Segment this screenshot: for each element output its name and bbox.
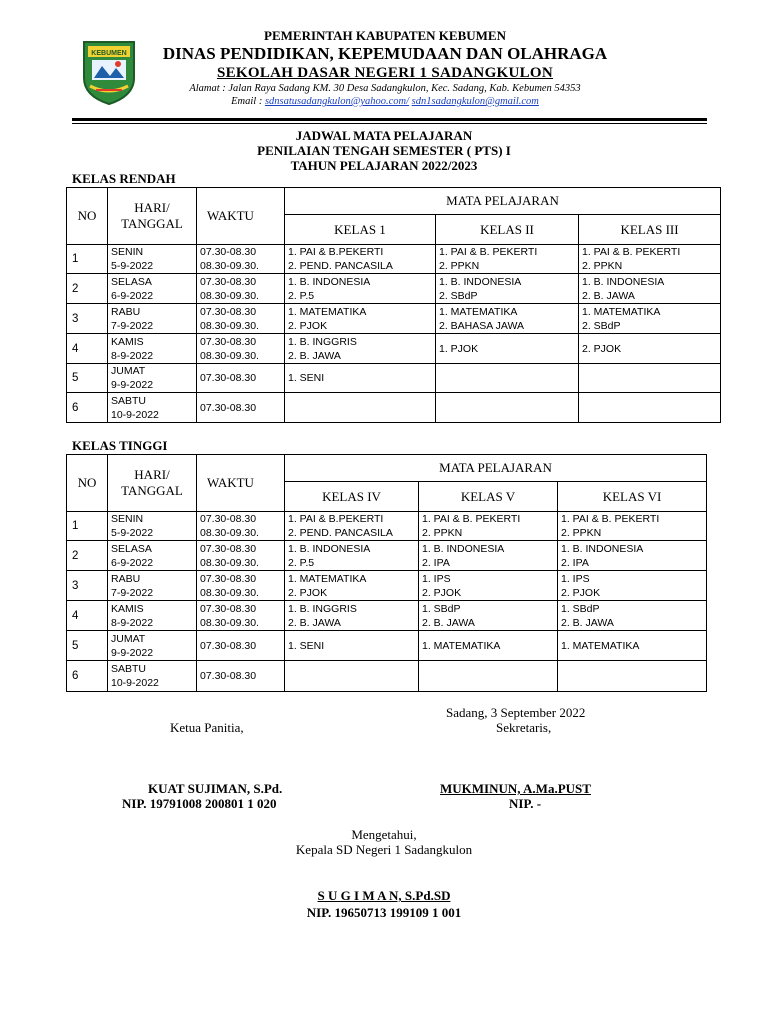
kebumen-logo-icon (80, 38, 138, 106)
name-kepala: S U G I M A N, S.Pd.SD (317, 888, 451, 903)
school-email: Email : sdnsatusadangkulon@yahoo.com/ sdn1sadangkulon@gmail.com (231, 96, 539, 107)
header-class: KELAS VI (558, 482, 707, 512)
schedule-table-tinggi (66, 454, 707, 692)
subject-cell: 1. SBdP 2. B. JAWA (558, 601, 707, 631)
header-mata-pelajaran: MATA PELAJARAN (285, 188, 721, 215)
document-title: JADWAL MATA PELAJARAN PENILAIAN TENGAH SEMESTER ( PTS) I TAHUN PELAJARAN 2022/2023 (257, 128, 511, 173)
header-class: KELAS V (419, 482, 558, 512)
role-kepala: Kepala SD Negeri 1 Sadangkulon (295, 842, 473, 857)
subject-cell (579, 364, 721, 393)
day-date-cell: KAMIS 8-9-2022 (108, 334, 197, 364)
subject-cell (285, 393, 436, 423)
time-cell: 07.30-08.30 (197, 364, 285, 393)
row-number: 2 (67, 274, 108, 304)
day-date-cell: SENIN 5-9-2022 (108, 512, 197, 541)
name-sekretaris: MUKMINUN, A.Ma.PUST (440, 781, 591, 796)
time-cell: 07.30-08.30 08.30-09.30. (197, 304, 285, 334)
day-date-cell: SELASA 6-9-2022 (108, 541, 197, 571)
agency-name: DINAS PENDIDIKAN, KEPEMUDAAN DAN OLAHRAGA (162, 44, 608, 63)
day-date-cell: RABU 7-9-2022 (108, 571, 197, 601)
subject-cell: 1. IPS 2. PJOK (419, 571, 558, 601)
day-date-cell: KAMIS 8-9-2022 (108, 601, 197, 631)
subject-cell: 1. B. INGGRIS 2. B. JAWA (285, 601, 419, 631)
subject-cell: 1. B. INGGRIS 2. B. JAWA (285, 334, 436, 364)
nip-sekretaris: NIP. - (509, 796, 542, 811)
row-number: 3 (67, 571, 108, 601)
time-cell: 07.30-08.30 08.30-09.30. (197, 334, 285, 364)
email-link-gmail[interactable]: sdn1sadangkulon@gmail.com (411, 96, 539, 107)
subject-cell: 1. MATEMATIKA (558, 631, 707, 661)
subject-cell: 1. SENI (285, 364, 436, 393)
nip-ketua: NIP. 19791008 200801 1 020 (122, 796, 277, 811)
time-cell: 07.30-08.30 08.30-09.30. (197, 541, 285, 571)
subject-cell: 2. PJOK (579, 334, 721, 364)
gov-name: PEMERINTAH KABUPATEN KEBUMEN (264, 28, 506, 43)
place-date: Sadang, 3 September 2022 (446, 705, 586, 720)
header-class: KELAS IV (285, 482, 419, 512)
role-ketua: Ketua Panitia, (170, 720, 244, 735)
school-name: SEKOLAH DASAR NEGERI 1 SADANGKULON (216, 65, 554, 81)
time-cell: 07.30-08.30 (197, 393, 285, 423)
header-class: KELAS III (579, 215, 721, 245)
row-number: 1 (67, 245, 108, 274)
table-row (67, 512, 707, 541)
header-hari: HARI/ TANGGAL (108, 188, 197, 245)
table-row (67, 541, 707, 571)
table-row (67, 274, 721, 304)
header-no: NO (67, 188, 108, 245)
subject-cell: 1. MATEMATIKA 2. PJOK (285, 304, 436, 334)
table-row (67, 601, 707, 631)
header-waktu: WAKTU (197, 188, 285, 245)
time-cell: 07.30-08.30 08.30-09.30. (197, 601, 285, 631)
subject-cell: 1. PAI & B.PEKERTI 2. PEND. PANCASILA (285, 245, 436, 274)
subject-cell: 1. B. INDONESIA 2. SBdP (436, 274, 579, 304)
subject-cell (419, 661, 558, 692)
time-cell: 07.30-08.30 (197, 661, 285, 692)
subject-cell: 1. PJOK (436, 334, 579, 364)
subject-cell: 1. B. INDONESIA 2. IPA (558, 541, 707, 571)
day-date-cell: SELASA 6-9-2022 (108, 274, 197, 304)
header-waktu: WAKTU (197, 455, 285, 512)
table-row (67, 334, 721, 364)
header-rule-thin (72, 123, 707, 124)
subject-cell: 1. B. INDONESIA 2. P.5 (285, 541, 419, 571)
section-label-rendah: KELAS RENDAH (72, 171, 176, 186)
table-row (67, 571, 707, 601)
subject-cell: 1. SENI (285, 631, 419, 661)
time-cell: 07.30-08.30 08.30-09.30. (197, 274, 285, 304)
time-cell: 07.30-08.30 (197, 631, 285, 661)
subject-cell: 1. IPS 2. PJOK (558, 571, 707, 601)
subject-cell: 1. PAI & B. PEKERTI 2. PPKN (419, 512, 558, 541)
nip-kepala: NIP. 19650713 199109 1 001 (306, 905, 462, 920)
name-ketua: KUAT SUJIMAN, S.Pd. (148, 781, 283, 796)
day-date-cell: JUMAT 9-9-2022 (108, 631, 197, 661)
time-cell: 07.30-08.30 08.30-09.30. (197, 571, 285, 601)
subject-cell (436, 393, 579, 423)
subject-cell: 1. B. INDONESIA 2. B. JAWA (579, 274, 721, 304)
subject-cell: 1. PAI & B. PEKERTI 2. PPKN (579, 245, 721, 274)
table-row (67, 245, 721, 274)
role-sekretaris: Sekretaris, (496, 720, 552, 735)
mengetahui: Mengetahui, (351, 827, 417, 842)
row-number: 4 (67, 334, 108, 364)
row-number: 6 (67, 393, 108, 423)
row-number: 5 (67, 631, 108, 661)
table-row (67, 304, 721, 334)
time-cell: 07.30-08.30 08.30-09.30. (197, 245, 285, 274)
subject-cell: 1. B. INDONESIA 2. P.5 (285, 274, 436, 304)
row-number: 3 (67, 304, 108, 334)
time-cell: 07.30-08.30 08.30-09.30. (197, 512, 285, 541)
subject-cell: 1. SBdP 2. B. JAWA (419, 601, 558, 631)
subject-cell: 1. PAI & B. PEKERTI 2. PPKN (436, 245, 579, 274)
subject-cell: 1. B. INDONESIA 2. IPA (419, 541, 558, 571)
header-class: KELAS II (436, 215, 579, 245)
day-date-cell: RABU 7-9-2022 (108, 304, 197, 334)
subject-cell: 1. PAI & B. PEKERTI 2. PPKN (558, 512, 707, 541)
day-date-cell: SENIN 5-9-2022 (108, 245, 197, 274)
row-number: 2 (67, 541, 108, 571)
subject-cell (558, 661, 707, 692)
schedule-table-rendah (66, 187, 721, 423)
letterhead (0, 28, 768, 124)
header-no: NO (67, 455, 108, 512)
row-number: 5 (67, 364, 108, 393)
subject-cell: 1. MATEMATIKA 2. PJOK (285, 571, 419, 601)
table-row (67, 631, 707, 661)
day-date-cell: JUMAT 9-9-2022 (108, 364, 197, 393)
row-number: 4 (67, 601, 108, 631)
section-label-tinggi: KELAS TINGGI (72, 438, 168, 453)
subject-cell: 1. PAI & B.PEKERTI 2. PEND. PANCASILA (285, 512, 419, 541)
subject-cell (579, 393, 721, 423)
subject-cell: 1. MATEMATIKA (419, 631, 558, 661)
day-date-cell: SABTU 10-9-2022 (108, 393, 197, 423)
subject-cell (285, 661, 419, 692)
header-mata-pelajaran: MATA PELAJARAN (285, 455, 707, 482)
subject-cell: 1. MATEMATIKA 2. BAHASA JAWA (436, 304, 579, 334)
header-hari: HARI/ TANGGAL (108, 455, 197, 512)
school-address: Alamat : Jalan Raya Sadang KM. 30 Desa Sadangkulon, Kec. Sadang, Kab. Kebumen 54353 (189, 83, 581, 94)
table-row (67, 364, 721, 393)
svg-text:KEBUMEN: KEBUMEN (91, 50, 127, 57)
row-number: 6 (67, 661, 108, 692)
table-row (67, 393, 721, 423)
subject-cell: 1. MATEMATIKA 2. SBdP (579, 304, 721, 334)
subject-cell (436, 364, 579, 393)
email-link-yahoo[interactable]: sdnsatusadangkulon@yahoo.com/ (264, 96, 410, 107)
header-class: KELAS 1 (285, 215, 436, 245)
table-row (67, 661, 707, 692)
header-rule-thick (72, 118, 707, 121)
day-date-cell: SABTU 10-9-2022 (108, 661, 197, 692)
row-number: 1 (67, 512, 108, 541)
